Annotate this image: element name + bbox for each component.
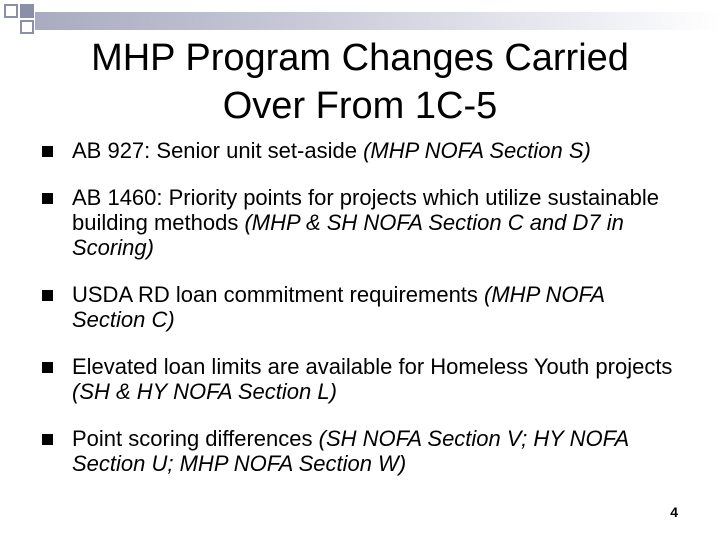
slide-title-line-1: MHP Program Changes Carried	[91, 37, 629, 79]
bullet-text: Point scoring differences (SH NOFA Section V; HY NOFA Section U; MHP NOFA Section W)	[72, 426, 629, 476]
decorative-header-bar	[35, 12, 720, 30]
square-bullet-icon	[42, 290, 53, 301]
slide-title-line-2: Over From 1C-5	[222, 85, 498, 127]
square-bullet-icon	[42, 362, 53, 373]
decorative-square	[20, 20, 34, 34]
bullet-list	[40, 138, 680, 476]
decorative-square	[4, 4, 18, 18]
bullet-text: AB 1460: Priority points for projects which utilize sustainable building methods (MHP & SH NOFA Section C and D7 in Scoring)	[72, 185, 659, 260]
bullet-item	[40, 185, 680, 260]
bullet-item	[40, 282, 680, 332]
slide-title	[40, 34, 680, 130]
square-bullet-icon	[42, 146, 53, 157]
bullet-text: USDA RD loan commitment requirements (MHP NOFA Section C)	[72, 282, 605, 332]
bullet-text: AB 927: Senior unit set-aside (MHP NOFA Section S)	[72, 138, 591, 163]
bullet-item	[40, 426, 680, 476]
square-bullet-icon	[42, 193, 53, 204]
bullet-item	[40, 354, 680, 404]
square-bullet-icon	[42, 434, 53, 445]
decorative-square	[20, 4, 34, 18]
page-number: 4	[670, 504, 678, 520]
bullet-item	[40, 138, 680, 163]
bullet-text: Elevated loan limits are available for Homeless Youth projects (SH & HY NOFA Section L)	[72, 354, 673, 404]
